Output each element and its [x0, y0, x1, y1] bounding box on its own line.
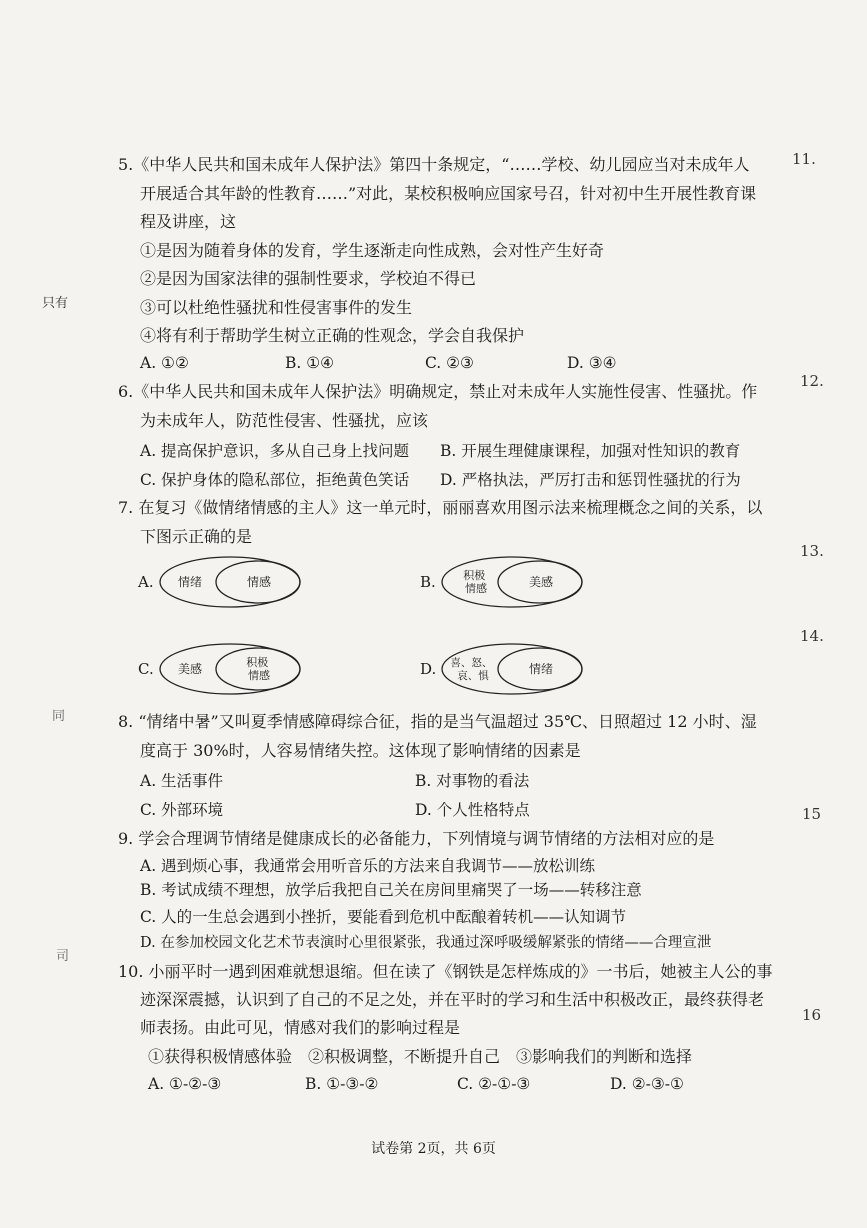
- q5-stem-line-2: 开展适合其年龄的性教育……”对此，某校积极响应国家号召，针对初中生开展性教育课: [140, 184, 757, 203]
- inner-label: 情感: [246, 575, 272, 589]
- q10-option-c: C. ②-①-③: [457, 1075, 531, 1093]
- q8-option-d: D. 个人性格特点: [415, 801, 530, 819]
- inner-label: 美感: [528, 575, 554, 589]
- q10-stem-line-2: 迹深深震撼，认识到了自己的不足之处，并在平时的学习和生活中积极改正，最终获得老: [140, 990, 765, 1009]
- q5-option-a: A. ①②: [140, 354, 189, 372]
- q7-diagram-d: [440, 642, 585, 697]
- inner-label-line-2: 情感: [248, 669, 270, 682]
- inner-label: 情绪: [528, 662, 554, 676]
- right-margin-q14: 14.: [800, 627, 824, 645]
- q5-option-d: D. ③④: [567, 354, 617, 372]
- q8-stem-line-1: 8. “情绪中暑”又叫夏季情感障碍综合征，指的是当气温超过 35℃、日照超过 12 小时、湿: [118, 712, 757, 731]
- q9-stem: 9. 学会合理调节情绪是健康成长的必备能力，下列情境与调节情绪的方法相对应的是: [118, 829, 715, 848]
- q7-diagram-d-letter: D.: [420, 660, 437, 678]
- right-margin-q16: 16: [802, 1006, 822, 1024]
- q8-option-b: B. 对事物的看法: [415, 772, 530, 790]
- q5-option-c: C. ②③: [425, 354, 474, 372]
- q8-stem-line-2: 度高于 30%时，人容易情绪失控。这体现了影响情绪的因素是: [140, 741, 581, 760]
- q5-item-1: ①是因为随着身体的发育，学生逐渐走向性成熟，会对性产生好奇: [140, 241, 605, 260]
- q6-option-d: D. 严格执法，严厉打击和惩罚性骚扰的行为: [440, 471, 741, 489]
- q5-item-3: ③可以杜绝性骚扰和性侵害事件的发生: [140, 298, 413, 317]
- inner-label: [246, 655, 272, 682]
- outer-label: 情绪: [177, 575, 203, 589]
- q10-stem-line-1: 10. 小丽平时一遇到困难就想退缩。但在读了《钢铁是怎样炼成的》一书后，她被主人公的事: [118, 962, 773, 981]
- q10-option-d: D. ②-③-①: [610, 1075, 684, 1093]
- outer-label: 美感: [177, 662, 203, 676]
- q8-option-c: C. 外部环境: [140, 801, 224, 819]
- q7-diagram-b: [440, 555, 585, 610]
- q7-diagram-c: [158, 642, 303, 697]
- right-margin-q11: 11.: [792, 150, 816, 168]
- q6-option-b: B. 开展生理健康课程，加强对性知识的教育: [440, 442, 741, 460]
- q10-stem-line-3: 师表扬。由此可见，情感对我们的影响过程是: [140, 1018, 461, 1037]
- q9-option-b: B. 考试成绩不理想，放学后我把自己关在房间里痛哭了一场——转移注意: [140, 881, 642, 899]
- q5-item-2: ②是因为国家法律的强制性要求，学校迫不得已: [140, 269, 477, 288]
- q6-stem-line-2: 为未成年人，防范性侵害、性骚扰，应该: [140, 411, 429, 430]
- inner-label-line-1: 积极: [246, 656, 269, 669]
- left-margin-text-1: 只有: [42, 296, 69, 311]
- right-margin-q15: 15: [802, 805, 822, 823]
- q6-option-c: C. 保护身体的隐私部位，拒绝黄色笑话: [140, 471, 410, 489]
- outer-ellipse: [442, 644, 582, 694]
- outer-label-line-2: 情感: [465, 582, 487, 595]
- outer-label: [450, 656, 495, 682]
- outer-label-line-2: 哀、惧: [457, 670, 489, 682]
- q10-option-b: B. ①-③-②: [305, 1075, 379, 1093]
- q5-stem-line-1: 5.《中华人民共和国未成年人保护法》第四十条规定，“……学校、幼儿园应当对未成年人: [118, 155, 750, 174]
- outer-label: [463, 568, 489, 595]
- q8-option-a: A. 生活事件: [140, 772, 224, 790]
- q9-option-a: A. 遇到烦心事，我通常会用听音乐的方法来自我调节——放松训练: [140, 857, 596, 875]
- q6-stem-line-1: 6.《中华人民共和国未成年人保护法》明确规定，禁止对未成年人实施性侵害、性骚扰。作: [118, 382, 758, 401]
- right-margin-q12: 12.: [800, 372, 824, 390]
- q10-option-a: A. ①-②-③: [148, 1075, 222, 1093]
- outer-label-line-1: 积极: [463, 569, 486, 582]
- q7-diagram-a: [158, 555, 303, 610]
- left-margin-text-2: 同: [52, 709, 66, 724]
- q6-option-a: A. 提高保护意识，多从自己身上找问题: [140, 442, 410, 460]
- q7-diagram-a-letter: A.: [138, 573, 154, 591]
- right-margin-q13: 13.: [800, 542, 824, 560]
- q10-items: ①获得积极情感体验 ②积极调整，不断提升自己 ③影响我们的判断和选择: [148, 1047, 693, 1066]
- outer-ellipse: [442, 557, 582, 607]
- q9-option-d: D. 在参加校园文化艺术节表演时心里很紧张，我通过深呼吸缓解紧张的情绪——合理宣泄: [140, 935, 712, 951]
- outer-label-line-1: 喜、怒、: [450, 657, 493, 669]
- q5-option-b: B. ①④: [285, 354, 335, 372]
- q7-stem-line-1: 7. 在复习《做情绪情感的主人》这一单元时，丽丽喜欢用图示法来梳理概念之间的关系，以: [118, 498, 763, 517]
- page-footer: 试卷第 2页，共 6页: [371, 1141, 496, 1157]
- q7-diagram-c-letter: C.: [138, 660, 154, 678]
- q5-stem-line-3: 程及讲座，这: [140, 212, 237, 231]
- q7-diagram-b-letter: B.: [420, 573, 436, 591]
- q5-item-4: ④将有利于帮助学生树立正确的性观念，学会自我保护: [140, 326, 525, 345]
- left-margin-text-3: 司: [56, 949, 70, 964]
- q9-option-c: C. 人的一生总会遇到小挫折，要能看到危机中酝酿着转机——认知调节: [140, 908, 627, 926]
- q7-stem-line-2: 下图示正确的是: [140, 527, 253, 546]
